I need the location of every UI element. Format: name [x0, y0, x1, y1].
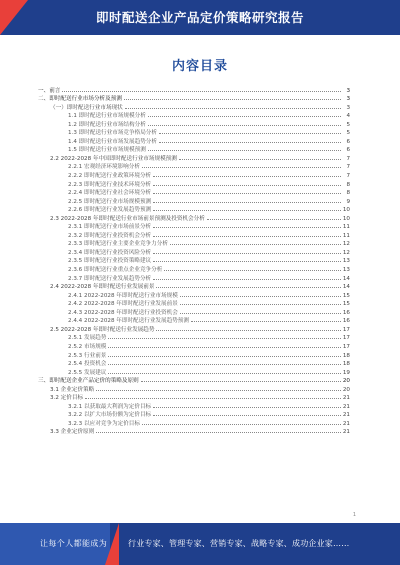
table-of-contents: [38, 85, 350, 435]
toc-entry-title: 3.2.2 以扩大市场份额为定价目标: [68, 412, 152, 419]
toc-entry-title: 3.2.3 以应对竞争为定价目标: [68, 420, 140, 427]
toc-entry[interactable]: [38, 350, 350, 359]
toc-entry[interactable]: [38, 85, 350, 94]
toc-entry-page: 7: [346, 164, 350, 171]
toc-entry-page: 21: [342, 429, 350, 436]
toc-entry-title: 2.4.4 2022-2028 年即时配送行业发展趋势预测: [68, 318, 189, 325]
toc-leader-dots: [179, 159, 341, 160]
toc-leader-dots: [148, 150, 341, 151]
toc-entry-page: 17: [342, 335, 350, 342]
toc-entry[interactable]: [38, 324, 350, 333]
toc-entry[interactable]: [38, 128, 350, 137]
toc-leader-dots: [159, 142, 341, 143]
footer-tagline: 行业专家、管理专家、营销专家、战略专家、成功企业家……: [128, 539, 350, 548]
toc-leader-dots: [153, 415, 341, 416]
toc-leader-dots: [153, 193, 341, 194]
toc-entry-page: 18: [342, 361, 350, 368]
toc-entry[interactable]: [38, 359, 350, 368]
toc-entry[interactable]: [38, 205, 350, 214]
toc-entry[interactable]: [38, 170, 350, 179]
toc-entry-page: 11: [342, 224, 350, 231]
toc-leader-dots: [148, 125, 341, 126]
toc-entry-title: 2.2.3 即时配送行业技术环境分析: [68, 181, 152, 188]
toc-entry-title: 1.3 即时配送行业市场竞争格局分析: [68, 130, 157, 137]
toc-entry-page: 12: [342, 241, 350, 248]
toc-leader-dots: [180, 296, 341, 297]
toc-entry-title: （一）即时配送行业市场现状: [50, 104, 123, 111]
toc-entry-title: 1.5 即时配送行业市场规模预测: [68, 147, 146, 154]
toc-entry-title: 一、前言: [38, 87, 61, 94]
toc-entry[interactable]: [38, 213, 350, 222]
footer-slogan: 让每个人都能成为: [40, 539, 108, 548]
toc-entry[interactable]: [38, 230, 350, 239]
toc-entry-title: 2.5.4 投资机会: [68, 361, 107, 368]
toc-leader-dots: [153, 261, 341, 262]
toc-leader-dots: [108, 356, 341, 357]
toc-leader-dots: [153, 279, 341, 280]
toc-entry[interactable]: [38, 282, 350, 291]
toc-entry-page: 17: [342, 326, 350, 333]
toc-leader-dots: [180, 313, 341, 314]
toc-leader-dots: [125, 108, 341, 109]
toc-entry[interactable]: [38, 367, 350, 376]
toc-entry-title: 2.4.2 2022-2028 年即时配送行业发展前景: [68, 301, 178, 308]
toc-leader-dots: [124, 99, 341, 100]
toc-entry-title: 2.3.4 即时配送行业投资风险分析: [68, 249, 152, 256]
toc-leader-dots: [156, 330, 341, 331]
toc-leader-dots: [153, 227, 341, 228]
toc-entry-title: 2.3 2022-2028 年即时配送行业市场前景预测及投资机会分析: [50, 215, 205, 222]
toc-entry-title: 2.5.5 发展建议: [68, 369, 107, 376]
toc-entry-page: 14: [342, 284, 350, 291]
toc-entry-title: 2.3.6 即时配送行业重点企业竞争分析: [68, 267, 163, 274]
footer-banner: [0, 523, 400, 565]
toc-entry[interactable]: [38, 179, 350, 188]
toc-entry-page: 16: [342, 318, 350, 325]
toc-entry-page: 12: [342, 249, 350, 256]
toc-entry[interactable]: [38, 239, 350, 248]
toc-leader-dots: [156, 287, 341, 288]
toc-entry[interactable]: [38, 162, 350, 171]
toc-leader-dots: [153, 236, 341, 237]
toc-entry-page: 4: [346, 113, 350, 120]
toc-leader-dots: [108, 347, 341, 348]
toc-entry-page: 11: [342, 232, 350, 239]
toc-leader-dots: [96, 390, 341, 391]
toc-entry-title: 2.3.5 即时配送行业投资策略建议: [68, 258, 152, 265]
toc-entry[interactable]: [38, 196, 350, 205]
toc-entry-page: 16: [342, 309, 350, 316]
toc-entry-page: 7: [346, 155, 350, 162]
toc-leader-dots: [153, 210, 341, 211]
toc-leader-dots: [108, 373, 341, 374]
toc-entry[interactable]: [38, 111, 350, 120]
toc-entry-title: 2.4 2022-2028 年即时配送行业发展前景: [50, 284, 155, 291]
toc-entry-page: 5: [346, 130, 350, 137]
toc-entry[interactable]: [38, 153, 350, 162]
toc-entry-title: 2.5 2022-2028 年即时配送行业发展趋势: [50, 326, 155, 333]
toc-leader-dots: [191, 321, 341, 322]
toc-entry-page: 21: [342, 420, 350, 427]
toc-entry-page: 18: [342, 352, 350, 359]
toc-entry-page: 10: [342, 207, 350, 214]
toc-entry[interactable]: [38, 102, 350, 111]
toc-leader-dots: [96, 432, 341, 433]
toc-entry-title: 3.2 定价目标: [50, 395, 84, 402]
toc-entry-page: 8: [346, 190, 350, 197]
toc-entry-title: 2.3.7 即时配送行业发展趋势分析: [68, 275, 152, 282]
toc-leader-dots: [170, 244, 341, 245]
toc-entry[interactable]: [38, 188, 350, 197]
toc-leader-dots: [153, 176, 341, 177]
document-title: 即时配送企业产品定价策略研究报告: [95, 10, 304, 25]
toc-entry-page: 21: [342, 412, 350, 419]
toc-entry-title: 3.2.1 以获取最大利润为定价目标: [68, 403, 152, 410]
toc-entry-page: 3: [346, 104, 350, 111]
toc-entry-title: 三、即时配送企业产品定价的策略及原则: [38, 378, 139, 385]
toc-entry-page: 17: [342, 343, 350, 350]
toc-entry-page: 5: [346, 121, 350, 128]
page-number: 1: [352, 512, 356, 518]
toc-title: 内容目录: [171, 59, 228, 74]
toc-entry-title: 3.3 企业定价原则: [50, 429, 95, 436]
toc-entry[interactable]: [38, 222, 350, 231]
toc-entry[interactable]: [38, 145, 350, 154]
toc-leader-dots: [85, 398, 341, 399]
toc-entry-title: 2.2.4 即时配送行业社会环境分析: [68, 190, 152, 197]
toc-leader-dots: [164, 270, 341, 271]
toc-entry[interactable]: [38, 264, 350, 273]
toc-entry[interactable]: [38, 427, 350, 436]
toc-entry[interactable]: [38, 256, 350, 265]
toc-leader-dots: [108, 338, 341, 339]
toc-entry-page: 8: [346, 181, 350, 188]
toc-leader-dots: [159, 133, 341, 134]
toc-leader-dots: [207, 219, 341, 220]
toc-leader-dots: [180, 304, 341, 305]
toc-entry-title: 2.2.6 即时配送行业发展趋势预测: [68, 207, 152, 214]
toc-entry-page: 3: [346, 87, 350, 94]
toc-entry-page: 10: [342, 215, 350, 222]
toc-entry-title: 2.5.3 行业前景: [68, 352, 107, 359]
toc-leader-dots: [142, 167, 341, 168]
toc-entry-page: 13: [342, 258, 350, 265]
toc-leader-dots: [62, 91, 341, 92]
toc-entry[interactable]: [38, 299, 350, 308]
toc-entry-title: 2.2.1 宏观经济环境影响分析: [68, 164, 140, 171]
toc-leader-dots: [153, 407, 341, 408]
toc-entry-title: 二、即时配送行业市场分析及预测: [38, 96, 122, 103]
toc-entry[interactable]: [38, 333, 350, 342]
toc-entry-page: 20: [342, 386, 350, 393]
toc-entry-title: 1.1 即时配送行业市场规模分析: [68, 113, 146, 120]
toc-entry[interactable]: [38, 247, 350, 256]
toc-entry-title: 2.5.2 市场规模: [68, 343, 107, 350]
toc-entry-title: 2.2 2022-2028 年中国即时配送行业市场规模预测: [50, 155, 177, 162]
toc-entry-page: 15: [342, 301, 350, 308]
toc-leader-dots: [108, 364, 341, 365]
toc-entry[interactable]: [38, 410, 350, 419]
toc-entry-page: 3: [346, 96, 350, 103]
toc-entry[interactable]: [38, 393, 350, 402]
toc-entry-page: 6: [346, 147, 350, 154]
toc-entry-title: 2.2.5 即时配送行业市场规模预测: [68, 198, 152, 205]
toc-leader-dots: [142, 424, 341, 425]
toc-entry-page: 13: [342, 267, 350, 274]
toc-leader-dots: [141, 381, 341, 382]
toc-entry[interactable]: [38, 316, 350, 325]
toc-entry-title: 2.4.3 2022-2028 年即时配送行业投资机会: [68, 309, 178, 316]
toc-entry[interactable]: [38, 94, 350, 103]
toc-entry-page: 19: [342, 369, 350, 376]
toc-entry-title: 2.3.1 即时配送行业市场前景分析: [68, 224, 152, 231]
toc-entry-page: 7: [346, 173, 350, 180]
toc-entry-title: 3.1 企业定价策略: [50, 386, 95, 393]
toc-entry[interactable]: [38, 119, 350, 128]
toc-entry-page: 21: [342, 395, 350, 402]
toc-leader-dots: [153, 185, 341, 186]
toc-leader-dots: [148, 116, 341, 117]
toc-entry[interactable]: [38, 136, 350, 145]
toc-entry-title: 2.5.1 发展趋势: [68, 335, 107, 342]
toc-entry-title: 2.4.1 2022-2028 年即时配送行业市场规模: [68, 292, 178, 299]
toc-entry-title: 1.2 即时配送行业市场结构分析: [68, 121, 146, 128]
toc-leader-dots: [153, 253, 341, 254]
toc-entry[interactable]: [38, 307, 350, 316]
toc-entry[interactable]: [38, 384, 350, 393]
toc-leader-dots: [153, 202, 341, 203]
toc-entry[interactable]: [38, 376, 350, 385]
toc-entry-page: 15: [342, 292, 350, 299]
toc-entry-title: 2.3.3 即时配送行业主要企业竞争力分析: [68, 241, 168, 248]
header-banner: [0, 0, 400, 35]
toc-entry[interactable]: [38, 418, 350, 427]
toc-entry[interactable]: [38, 401, 350, 410]
toc-entry[interactable]: [38, 341, 350, 350]
toc-entry-title: 1.4 即时配送行业市场发展趋势分析: [68, 138, 157, 145]
toc-entry[interactable]: [38, 273, 350, 282]
toc-entry-title: 2.2.2 即时配送行业政策环境分析: [68, 173, 152, 180]
toc-entry-page: 9: [346, 198, 350, 205]
toc-entry-page: 14: [342, 275, 350, 282]
toc-entry-page: 20: [342, 378, 350, 385]
toc-entry-page: 21: [342, 403, 350, 410]
toc-entry-title: 2.3.2 即时配送行业投资机会分析: [68, 232, 152, 239]
toc-entry[interactable]: [38, 290, 350, 299]
toc-entry-page: 6: [346, 138, 350, 145]
